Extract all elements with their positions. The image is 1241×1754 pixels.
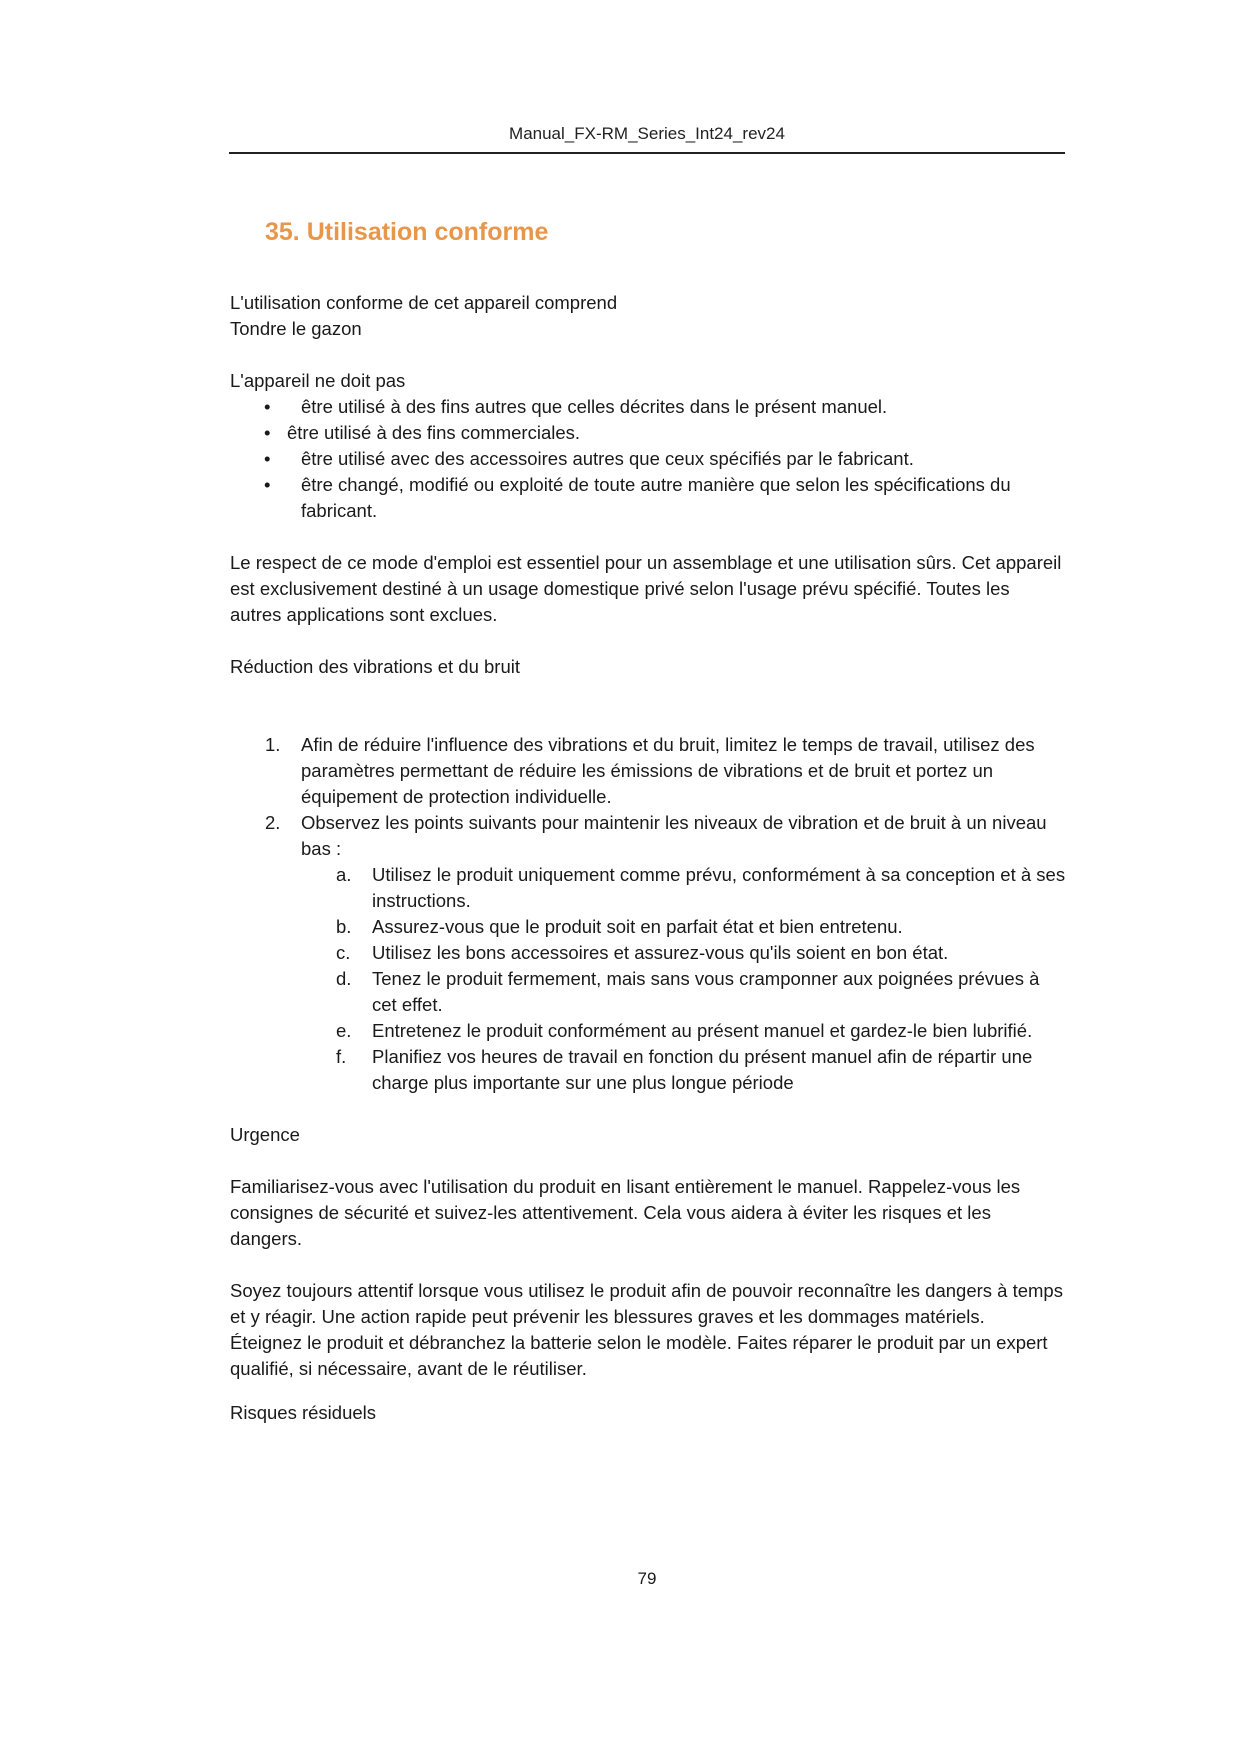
list-item-text: être utilisé avec des accessoires autres que ceux spécifiés par le fabricant. (301, 448, 914, 469)
sublist-item (301, 862, 1066, 914)
sublist-item-text: Planifiez vos heures de travail en fonction du présent manuel afin de répartir une charge plus importante sur une plus longue période (372, 1046, 1033, 1093)
sublist-item-text: Assurez-vous que le produit soit en parfait état et bien entretenu. (372, 916, 903, 937)
header-divider (229, 152, 1065, 154)
bullet-icon: • (264, 448, 271, 469)
sublist-item-text: Tenez le produit fermement, mais sans vous cramponner aux poignées prévues à cet effet. (372, 968, 1040, 1015)
sublist-item (301, 940, 1066, 966)
urgence-paragraph: Familiarisez-vous avec l'utilisation du produit en lisant entièrement le manuel. Rappelez-vous les consignes de sécurité et suivez-les attentivement. Cela vous aidera à éviter les risques et les dangers. (230, 1176, 1021, 1249)
sublist-item (301, 1018, 1066, 1044)
intro-line: L'utilisation conforme de cet appareil comprend (230, 292, 618, 313)
list-item-text: être utilisé à des fins commerciales. (287, 422, 581, 443)
list-item (230, 732, 1066, 810)
list-item (230, 420, 1066, 446)
urgence-heading: Urgence (230, 1124, 300, 1145)
sublist-letter: f. (336, 1046, 347, 1067)
sublist-item-text: Utilisez les bons accessoires et assurez-vous qu'ils soient en bon état. (372, 942, 949, 963)
list-number: 1. (265, 734, 281, 755)
sublist-item-text: Utilisez le produit uniquement comme prévu, conformément à sa conception et à ses instructions. (372, 864, 1066, 911)
urgence-paragraph: Éteignez le produit et débranchez la batterie selon le modèle. Faites réparer le produit par un expert qualifié, si nécessaire, avant de le réutiliser. (230, 1332, 1048, 1379)
list-item (230, 472, 1066, 524)
sublist-item (301, 1044, 1066, 1096)
sublist-item (301, 966, 1066, 1018)
list-item-text: être changé, modifié ou exploité de toute autre manière que selon les spécifications du fabricant. (301, 474, 1011, 521)
sublist-item-text: Entretenez le produit conformément au présent manuel et gardez-le bien lubrifié. (372, 1020, 1033, 1041)
sublist-letter: d. (336, 968, 352, 989)
vibration-heading: Réduction des vibrations et du bruit (230, 656, 521, 677)
list-item (230, 810, 1066, 1096)
bullet-icon: • (264, 396, 271, 417)
vibration-list (230, 732, 1066, 1096)
prohibited-list (230, 394, 1066, 524)
list-item-text: Observez les points suivants pour maintenir les niveaux de vibration et de bruit à un niveau bas : (301, 812, 1047, 859)
intro-line: Tondre le gazon (230, 318, 362, 339)
list-item (230, 394, 1066, 420)
list-item-text: Afin de réduire l'influence des vibrations et du bruit, limitez le temps de travail, utilisez des paramètres permettant de réduire les émissions de vibrations et de bruit et portez un équipement de protection individuelle. (301, 734, 1035, 807)
list-item-text: être utilisé à des fins autres que celles décrites dans le présent manuel. (301, 396, 888, 417)
list-item (230, 446, 1066, 472)
body-content (230, 290, 1066, 1426)
sublist-item (301, 914, 1066, 940)
vibration-sublist (301, 862, 1066, 1096)
sublist-letter: c. (336, 942, 351, 963)
urgence-paragraph: Soyez toujours attentif lorsque vous utilisez le produit afin de pouvoir reconnaître les dangers à temps et y réagir. Une action rapide peut prévenir les blessures graves et les dommages matériels. (230, 1280, 1063, 1327)
section-title: 35. Utilisation conforme (265, 218, 549, 246)
prohibited-heading: L'appareil ne doit pas (230, 370, 406, 391)
page-header: Manual_FX-RM_Series_Int24_rev24 (509, 124, 785, 143)
sublist-letter: b. (336, 916, 352, 937)
bullet-icon: • (264, 474, 271, 495)
sublist-letter: e. (336, 1020, 352, 1041)
sublist-letter: a. (336, 864, 352, 885)
bullet-icon: • (264, 422, 271, 443)
page-number: 79 (637, 1569, 657, 1588)
list-number: 2. (265, 812, 281, 833)
respect-paragraph: Le respect de ce mode d'emploi est essentiel pour un assemblage et une utilisation sûrs. Cet appareil est exclusivement destiné à un usage domestique privé selon l'usage prévu spécifié. Toutes les autres applications sont exclues. (230, 552, 1062, 625)
residual-heading: Risques résiduels (230, 1402, 377, 1423)
